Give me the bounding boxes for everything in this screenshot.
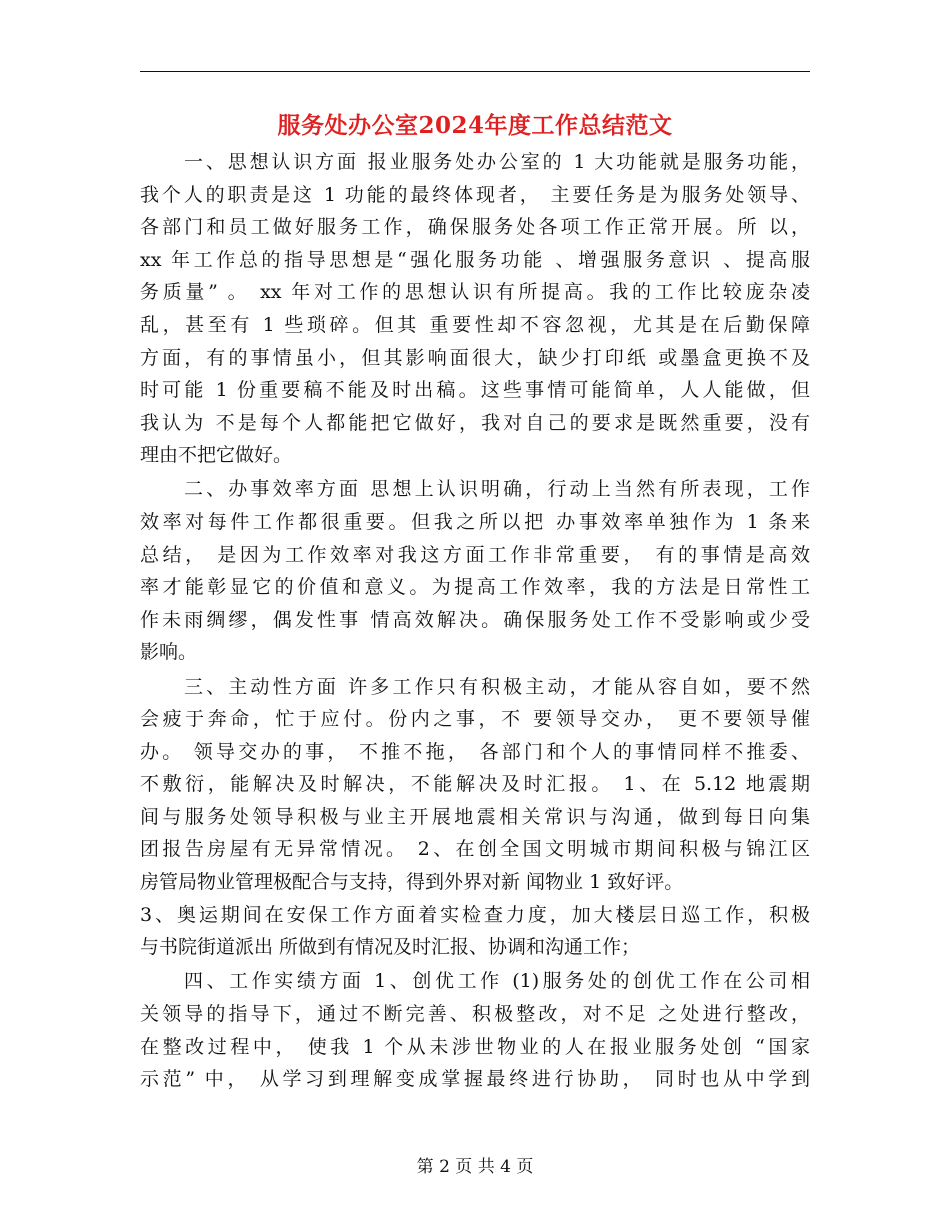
document-title: 服务处办公室2024年度工作总结范文	[277, 112, 673, 139]
body-line: 总结， 是因为工作效率对我这方面工作非常重要， 有的事情是高效	[140, 543, 810, 566]
body-line: 关领导的指导下，通过不断完善、积极整改，对不足 之处进行整改，	[140, 1002, 810, 1025]
body-line: 示范” 中， 从学习到理解变成掌握最终进行协助， 同时也从中学到	[140, 1068, 810, 1091]
body-line: 乱，甚至有 1 些琐碎。但其 重要性却不容忽视，尤其是在后勤保障	[140, 313, 810, 336]
body-line: 在整改过程中， 使我 1 个从未涉世物业的人在报业服务处创 “国家	[140, 1035, 810, 1058]
body-line: 办。 领导交办的事， 不推不拖， 各部门和个人的事情同样不推委、	[140, 740, 810, 763]
body-line: 房管局物业管理极配合与支持，得到外界对新 闻物业 1 致好评。	[140, 871, 684, 894]
body-line: 率才能彰显它的价值和意义。为提高工作效率，我的方法是日常性工	[140, 576, 810, 599]
body-line: 团报告房屋有无异常情况。 2、在创全国文明城市期间积极与锦江区	[140, 838, 810, 861]
body-line: 3、奥运期间在安保工作方面着实检查力度，加大楼层日巡工作，积极	[140, 903, 810, 926]
body-line: 不敷衍，能解决及时解决，不能解决及时汇报。 1、在 5.12 地震期	[140, 773, 810, 796]
body-line: 四、工作实绩方面 1、创优工作 (1)服务处的创优工作在公司相	[184, 970, 810, 993]
body-line: 理由不把它做好。	[140, 444, 293, 467]
body-line: 我认为 不是每个人都能把它做好，我对自己的要求是既然重要，没有	[140, 411, 810, 434]
body-line: 一、思想认识方面 报业服务处办公室的 1 大功能就是服务功能，	[184, 151, 810, 173]
body-line: 作未雨绸缪，偶发性事 情高效解决。确保服务处工作不受影响或少受	[140, 608, 810, 631]
header-rule	[140, 71, 810, 72]
body-line: xx 年工作总的指导思想是“强化服务功能 、增强服务意识 、提高服	[140, 248, 810, 271]
page-number: 第 2 页 共 4 页	[416, 1157, 534, 1177]
document-body	[140, 146, 810, 1096]
body-line: 影响。	[140, 641, 198, 664]
body-line: 与书院街道派出 所做到有情况及时汇报、协调和沟通工作；	[140, 936, 641, 959]
body-line: 方面，有的事情虽小，但其影响面很大，缺少打印纸 或墨盒更换不及	[140, 346, 810, 369]
body-line: 务质量” 。 xx 年对工作的思想认识有所提高。我的工作比较庞杂凌	[140, 281, 810, 304]
body-line: 效率对每件工作都很重要。但我之所以把 办事效率单独作为 1 条来	[140, 511, 810, 534]
body-line: 各部门和员工做好服务工作，确保服务处各项工作正常开展。所 以，	[140, 216, 810, 239]
body-line: 会疲于奔命，忙于应付。份内之事，不 要领导交办， 更不要领导催	[140, 708, 810, 731]
body-line: 时可能 1 份重要稿不能及时出稿。这些事情可能简单，人人能做，但	[140, 379, 810, 402]
body-line: 间与服务处领导积极与业主开展地震相关常识与沟通，做到每日向集	[140, 805, 810, 828]
body-line: 我个人的职责是这 1 功能的最终体现者， 主要任务是为服务处领导、	[140, 183, 810, 206]
body-line: 三、主动性方面 许多工作只有积极主动，才能从容自如，要不然	[184, 675, 810, 698]
body-line: 二、办事效率方面 思想上认识明确，行动上当然有所表现，工作	[184, 478, 810, 501]
